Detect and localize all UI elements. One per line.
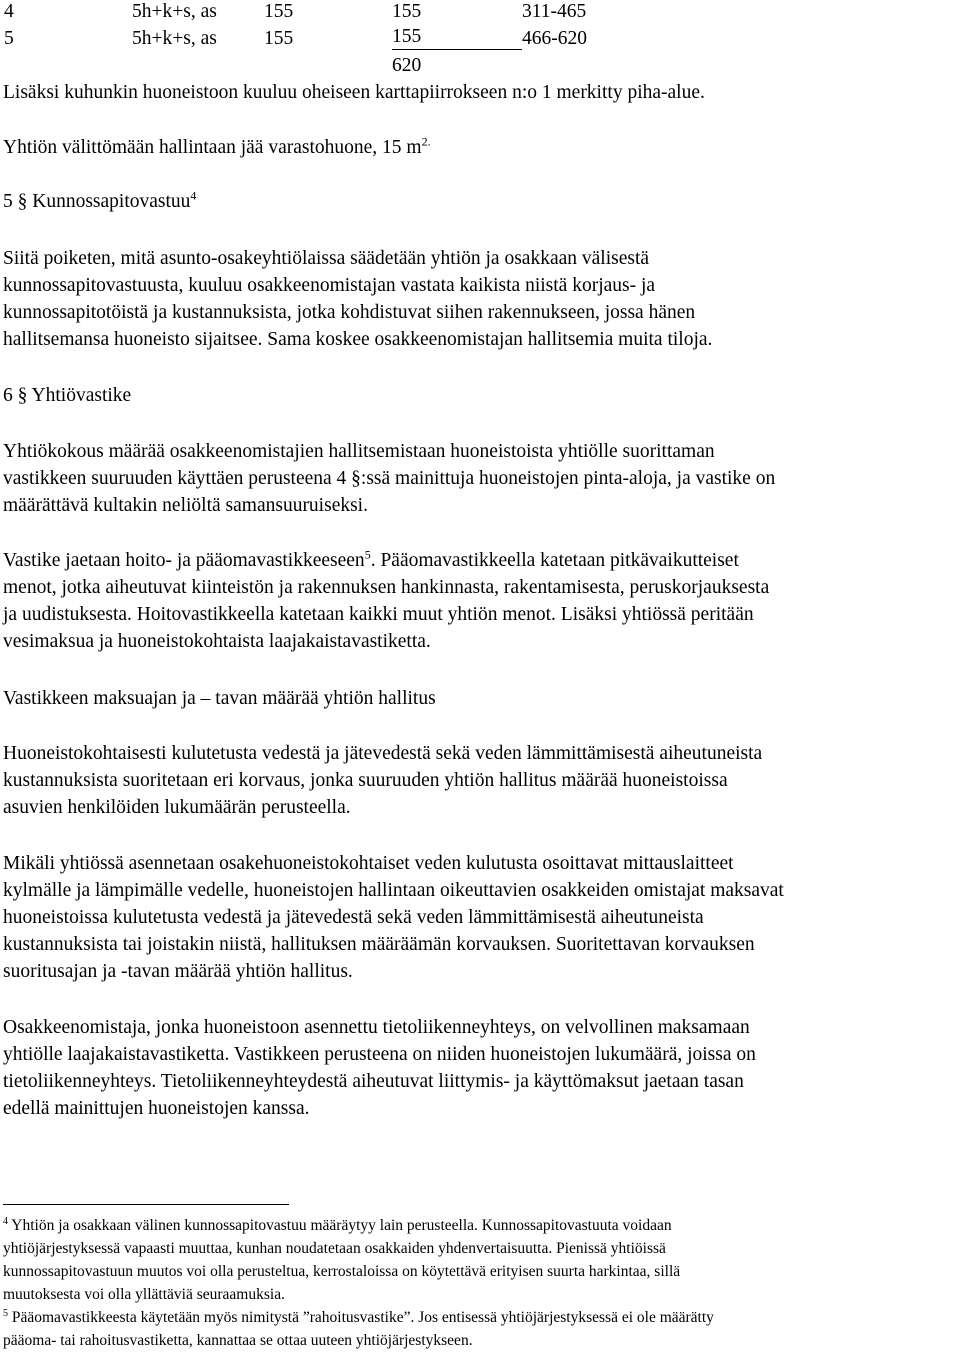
apartment-area-total-value: 155 (392, 26, 422, 47)
table-total: 620 (392, 55, 422, 76)
footnote-text: Yhtiön ja osakkaan välinen kunnossapitovastuu määräytyy lain perusteella. Kunnossapitovastuuta voidaan (8, 1217, 672, 1234)
paragraph-line (3, 547, 739, 574)
section-5-heading-text: 5 § Kunnossapitovastuu (3, 191, 191, 212)
paragraph-line: Siitä poiketen, mitä asunto-osakeyhtiölaissa säädetään yhtiön ja osakkaan välisestä (3, 248, 650, 269)
paragraph-line: kylmälle ja lämpimälle vedelle, huoneistojen hallintaan oikeuttavien osakkeiden omistajat maksavat (3, 880, 784, 901)
share-range: 311-465 (522, 1, 587, 22)
paragraph-line: Mikäli yhtiössä asennetaan osakehuoneistokohtaiset veden kulutusta osoittavat mittauslaitteet (3, 853, 734, 874)
section-5-heading (3, 188, 196, 215)
paragraph-line: Yhtiökokous määrää osakkeenomistajien hallitsemistaan huoneistoista yhtiölle suorittaman (3, 441, 715, 462)
footnote-mark: 5 (3, 1307, 8, 1319)
paragraph-line: asuvien henkilöiden lukumäärän perusteella. (3, 797, 351, 818)
paragraph-line: kunnossapitotöistä ja kustannuksista, jotka kohdistuvat siihen rakennukseen, jossa hänen (3, 302, 696, 323)
footnote-mark: 4 (3, 1215, 8, 1227)
footnote-text: Pääomavastikkeesta käytetään myös nimitystä ”rahoitusvastike”. Jos entisessä yhtiöjärjestyksessä ei ole määrätty (8, 1309, 714, 1326)
paragraph-line: hallitsemansa huoneisto sijaitsee. Sama koskee osakkeenomistajan hallitsemia muita tiloja. (3, 329, 713, 350)
paragraph-line: Huoneistokohtaisesti kulutetusta vedestä ja jätevedestä sekä veden lämmittämisestä aiheutuneista (3, 743, 763, 764)
storage-note (3, 134, 431, 161)
section-6-heading: 6 § Yhtiövastike (3, 385, 132, 406)
footnote-line (3, 1306, 714, 1329)
footnote-line: muutoksesta voi olla yllättäviä seuraamuksia. (3, 1286, 285, 1303)
paragraph-line: kunnossapitovastuusta, kuuluu osakkeenomistajan vastata kaikista niistä korjaus- ja (3, 275, 656, 296)
paragraph-line: kustannuksista suoritetaan eri korvaus, jonka suuruuden yhtiön hallitus määrää huoneistoissa (3, 770, 728, 791)
share-range: 466-620 (522, 28, 587, 49)
footnote-line: yhtiöjärjestyksessä vapaasti muuttaa, kunhan noudatetaan osakkaiden yhdenvertaisuutta. Pienissä yhtiöissä (3, 1240, 666, 1257)
paragraph-text: Vastike jaetaan hoito- ja pääomavastikkeeseen (3, 550, 365, 571)
footnote-line: pääoma- tai rahoitusvastiketta, kannattaa se ottaa uuteen yhtiöjärjestykseen. (3, 1332, 473, 1349)
apartment-number: 5 (4, 28, 14, 49)
footnote-line: kunnossapitovastuun muutos voi olla perusteltua, kerrostaloissa on köytettävä erityisen suurta harkintaa, sillä (3, 1263, 681, 1280)
storage-note-text: Yhtiön välittömään hallintaan jää varastohuone, 15 m (3, 137, 422, 158)
footnote-ref-5: 5 (364, 547, 371, 562)
apartment-area: 155 (264, 1, 294, 22)
paragraph-line: yhtiölle laajakaistavastiketta. Vastikkeen perusteena on niiden huoneistojen lukumäärä, joissa on (3, 1044, 756, 1065)
paragraph-line: vesimaksua ja huoneistokohtaista laajakaistavastiketta. (3, 631, 431, 652)
apartment-type: 5h+k+s, as (132, 1, 217, 22)
paragraph-line: kustannuksista tai joistakin niistä, hallituksen määräämän korvauksen. Suoritettavan korvauksen (3, 934, 755, 955)
apartment-type: 5h+k+s, as (132, 28, 217, 49)
footnote-separator (3, 1204, 289, 1205)
paragraph-line: Osakkeenomistaja, jonka huoneistoon asennettu tietoliikenneyhteys, on velvollinen maksamaan (3, 1017, 750, 1038)
paragraph-line: tietoliikenneyhteys. Tietoliikenneyhteydestä aiheutuvat liittymis- ja käyttömaksut jaetaan tasan (3, 1071, 744, 1092)
apartment-area: 155 (264, 28, 294, 49)
apartment-area-total: 155 (392, 1, 422, 22)
footnote-line (3, 1214, 672, 1237)
apartment-area-total (392, 25, 522, 50)
paragraph-line: vastikkeen suuruuden käyttäen perusteena 4 §:ssä mainittuja huoneistojen pinta-aloja, ja vastike on (3, 468, 776, 489)
storage-note-sup: 2. (421, 134, 431, 149)
apartment-number: 4 (4, 1, 14, 22)
footnote-ref-4: 4 (190, 188, 197, 203)
paragraph-text: . Pääomavastikkeella katetaan pitkävaikutteiset (370, 550, 739, 571)
payment-schedule-note: Vastikkeen maksuajan ja – tavan määrää yhtiön hallitus (3, 688, 436, 709)
paragraph-line: menot, jotka aiheutuvat kiinteistön ja rakennuksen hankinnasta, rakentamisesta, peruskorjauksesta (3, 577, 770, 598)
paragraph-line: suoritusajan ja -tavan määrää yhtiön hallitus. (3, 961, 353, 982)
paragraph-line: huoneistoissa kulutetusta vedestä ja jätevedestä sekä veden lämmittämisestä aiheutuneista (3, 907, 704, 928)
paragraph-line: ja uudistuksesta. Hoitovastikkeella katetaan kaikki muut yhtiön menot. Lisäksi yhtiössä peritään (3, 604, 754, 625)
yard-note: Lisäksi kuhunkin huoneistoon kuuluu oheiseen karttapiirrokseen n:o 1 merkitty piha-alue. (3, 82, 705, 103)
paragraph-line: edellä mainittujen huoneistojen kanssa. (3, 1098, 310, 1119)
paragraph-line: määrättävä kultakin neliöltä samansuuruiseksi. (3, 495, 368, 516)
